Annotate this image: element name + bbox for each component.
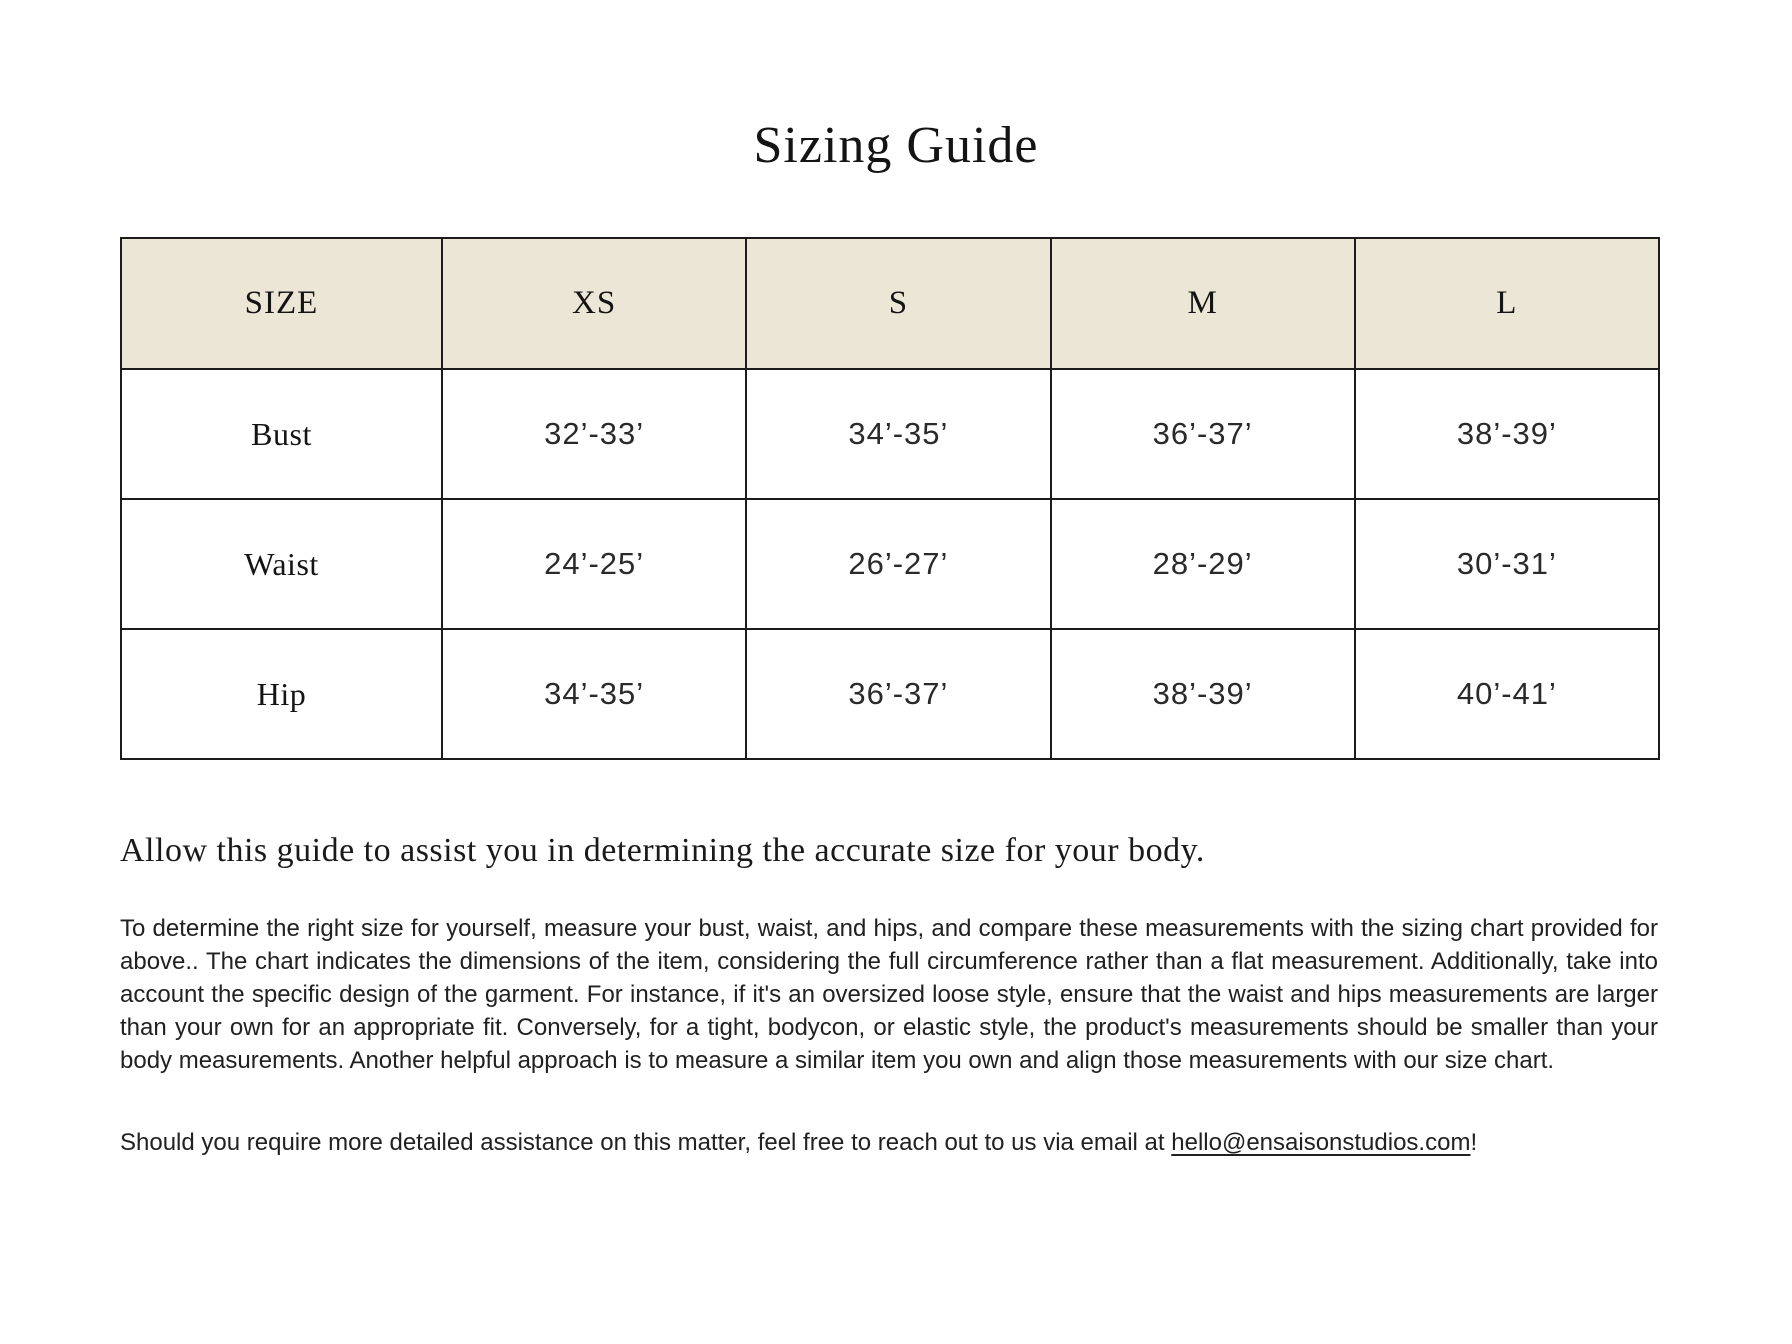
email-link[interactable]: hello@ensaisonstudios.com xyxy=(1171,1129,1471,1156)
row-label-bust: Bust xyxy=(121,369,442,499)
row-label-waist: Waist xyxy=(121,499,442,629)
cell-hip-s: 36’-37’ xyxy=(746,629,1050,759)
cell-bust-s: 34’-35’ xyxy=(746,369,1050,499)
table-row-hip xyxy=(121,629,1659,759)
cell-waist-s: 26’-27’ xyxy=(746,499,1050,629)
cell-waist-m: 28’-29’ xyxy=(1051,499,1355,629)
cell-bust-m: 36’-37’ xyxy=(1051,369,1355,499)
row-label-hip: Hip xyxy=(121,629,442,759)
cell-waist-l: 30’-31’ xyxy=(1355,499,1659,629)
cell-hip-l: 40’-41’ xyxy=(1355,629,1659,759)
table-row-waist xyxy=(121,499,1659,629)
cell-waist-xs: 24’-25’ xyxy=(442,499,746,629)
column-header-s: S xyxy=(746,238,1050,369)
contact-suffix: ! xyxy=(1470,1129,1478,1156)
column-header-size: SIZE xyxy=(121,238,442,369)
content-container xyxy=(120,237,1658,1157)
cell-hip-m: 38’-39’ xyxy=(1051,629,1355,759)
column-header-m: M xyxy=(1051,238,1355,369)
contact-text xyxy=(120,1129,1658,1157)
guide-subtitle: Allow this guide to assist you in determining the accurate size for your body. xyxy=(120,832,1205,869)
column-header-l: L xyxy=(1355,238,1659,369)
sizing-instructions-paragraph: To determine the right size for yourself, measure your bust, waist, and hips, and compare these measurements with the sizing chart provided for above.. The chart indicates the dimensions of the item, considering the full circumference rather than a flat measurement. Additionally, take into account the specific design of the garment. For instance, if it's an oversized loose style, ensure that the waist and hips measurements are larger than your own for an appropriate fit. Conversely, for a tight, bodycon, or elastic style, the product's measurements should be smaller than your body measurements. Another helpful approach is to measure a similar item you own and align those measurements with our size chart. xyxy=(120,915,1658,1074)
contact-prefix: Should you require more detailed assistance on this matter, feel free to reach out to us via email at xyxy=(120,1129,1172,1156)
cell-bust-l: 38’-39’ xyxy=(1355,369,1659,499)
page-title: Sizing Guide xyxy=(753,117,1039,174)
table-row-bust xyxy=(121,369,1659,499)
table-header-row xyxy=(121,238,1659,369)
column-header-xs: XS xyxy=(442,238,746,369)
cell-hip-xs: 34’-35’ xyxy=(442,629,746,759)
sizing-table xyxy=(120,237,1660,760)
cell-bust-xs: 32’-33’ xyxy=(442,369,746,499)
